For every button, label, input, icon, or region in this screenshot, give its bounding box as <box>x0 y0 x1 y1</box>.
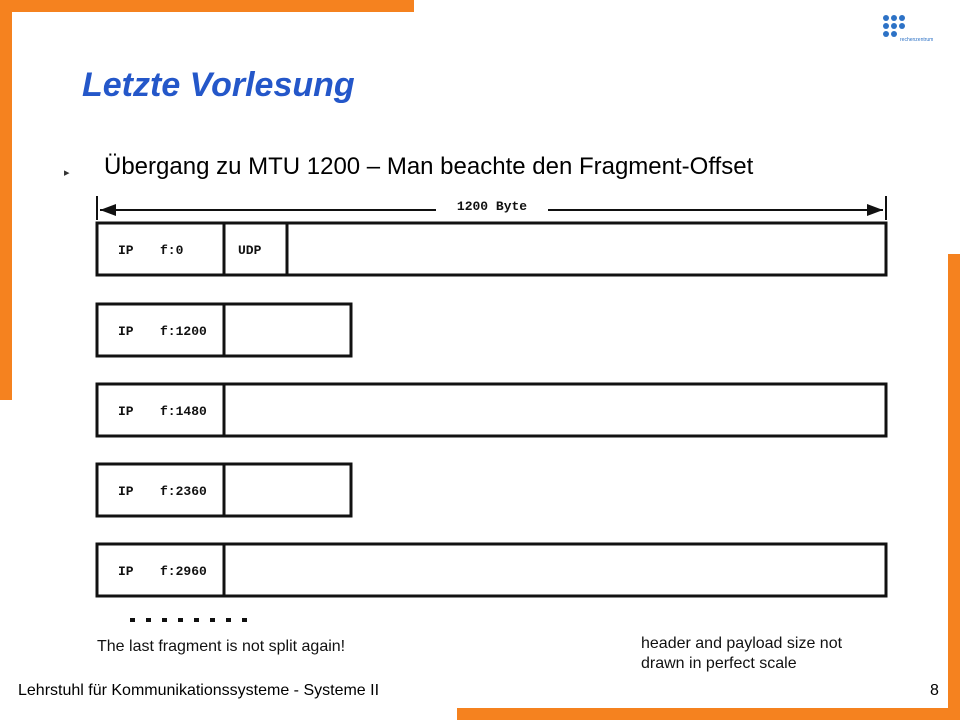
fragment-offset: f:2960 <box>160 564 207 579</box>
dimension-label: 1200 Byte <box>456 199 528 214</box>
slide-title: Letzte Vorlesung <box>82 66 355 104</box>
note-scale-line-1: header and payload size not <box>641 635 843 652</box>
continuation-dots <box>130 618 247 622</box>
fragment-row <box>97 544 886 596</box>
page-number: 8 <box>930 682 939 699</box>
ip-header-label: IP <box>118 324 134 339</box>
footer-course: Lehrstuhl für Kommunikationssysteme - Systeme II <box>18 682 380 699</box>
fragment-offset: f:1200 <box>160 324 207 339</box>
ip-header-label: IP <box>118 243 134 258</box>
bullet-text: Übergang zu MTU 1200 – Man beachte den Fragment-Offset <box>104 153 754 180</box>
bullet-arrow-icon: ▸ <box>64 167 70 179</box>
fragment-row <box>97 464 351 516</box>
udp-header-label: UDP <box>238 243 262 258</box>
fragment-offset: f:0 <box>160 243 184 258</box>
ip-header-label: IP <box>118 484 134 499</box>
fragment-row <box>97 223 886 275</box>
note-scale-line-2: drawn in perfect scale <box>641 655 797 672</box>
fragment-row <box>97 304 351 356</box>
fragment-offset: f:1480 <box>160 404 207 419</box>
logo-text: rechenzentrum <box>900 37 934 43</box>
dimension-line <box>97 196 886 220</box>
fragment-row <box>97 384 886 436</box>
ip-header-label: IP <box>118 404 134 419</box>
ip-header-label: IP <box>118 564 134 579</box>
fragment-offset: f:2360 <box>160 484 207 499</box>
note-last-fragment: The last fragment is not split again! <box>97 638 346 655</box>
